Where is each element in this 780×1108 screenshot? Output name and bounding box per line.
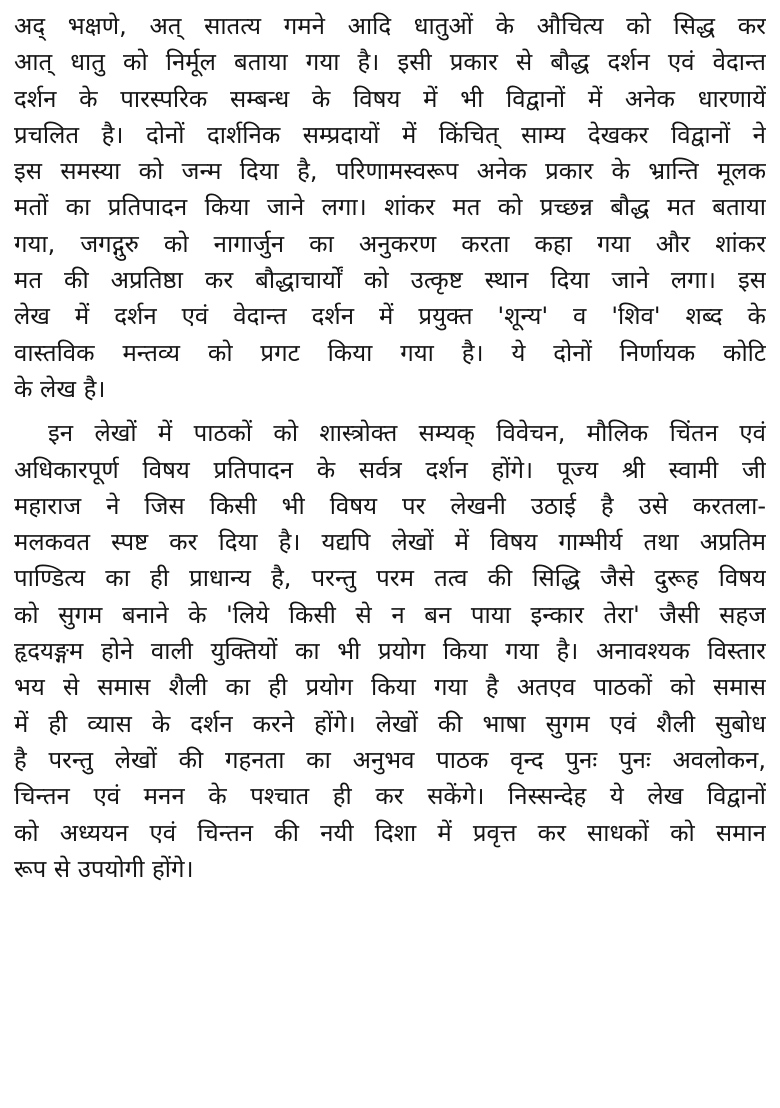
text-line: के लेख है। (14, 374, 106, 403)
text-line: है परन्तु लेखों की गहनता का अनुभव पाठक वृन्द पुनः पुनः अवलोकन, (14, 745, 766, 774)
text-line: भय से समास शैली का ही प्रयोग किया गया है अतएव पाठकों को समास (14, 673, 766, 702)
text-line: वास्तविक मन्तव्य को प्रगट किया गया है। ये दोनों निर्णायक कोटि (14, 338, 766, 367)
text-line: मत की अप्रतिष्ठा कर बौद्धाचार्यों को उत्कृष्ट स्थान दिया जाने लगा। इस (14, 266, 766, 295)
text-line: अधिकारपूर्ण विषय प्रतिपादन के सर्वत्र दर्शन होंगे। पूज्य श्री स्वामी जी (14, 455, 766, 484)
text-line: पाण्डित्य का ही प्राधान्य है, परन्तु परम तत्व की सिद्धि जैसे दुरूह विषय (14, 564, 766, 593)
text-line: चिन्तन एवं मनन के पश्चात ही कर सकेंगे। निस्सन्देह ये लेख विद्वानों (14, 782, 766, 811)
text-line: इन लेखों में पाठकों को शास्त्रोक्त सम्यक् विवेचन, मौलिक चिंतन एवं (48, 419, 766, 448)
text-line: अद् भक्षणे, अत् सातत्य गमने आदि धातुओं के औचित्य को सिद्ध कर (14, 12, 766, 40)
text-line: गया, जगद्गुरु को नागार्जुन का अनुकरण करता कहा गया और शांकर (14, 229, 766, 258)
text-line: हृदयङ्गम होने वाली युक्तियों का भी प्रयोग किया गया है। अनावश्यक विस्तार (14, 637, 766, 666)
text-line: इस समस्या को जन्म दिया है, परिणामस्वरूप अनेक प्रकार के भ्रान्ति मूलक (14, 157, 766, 186)
text-line: मतों का प्रतिपादन किया जाने लगा। शांकर मत को प्रच्छन्न बौद्ध मत बताया (14, 193, 766, 222)
text-line: लेख में दर्शन एवं वेदान्त दर्शन में प्रयुक्त 'शून्य' व 'शिव' शब्द के (14, 302, 766, 331)
paragraph-1 (14, 8, 766, 407)
text-line: मलकवत स्पष्ट कर दिया है। यद्यपि लेखों में विषय गाम्भीर्य तथा अप्रतिम (14, 528, 766, 557)
text-line: प्रचलित है। दोनों दार्शनिक सम्प्रदायों में किंचित् साम्य देखकर विद्वानों ने (14, 120, 766, 149)
text-line: महाराज ने जिस किसी भी विषय पर लेखनी उठाई है उसे करतला- (14, 491, 766, 520)
text-line: में ही व्यास के दर्शन करने होंगे। लेखों की भाषा सुगम एवं शैली सुबोध (14, 709, 766, 738)
text-line: को अध्ययन एवं चिन्तन की नयी दिशा में प्रवृत्त कर साधकों को समान (14, 818, 766, 847)
text-line: को सुगम बनाने के 'लिये किसी से न बन पाया इन्कार तेरा' जैसी सहज (14, 600, 766, 629)
paragraph-2 (14, 415, 766, 887)
text-line: दर्शन के पारस्परिक सम्बन्ध के विषय में भी विद्वानों में अनेक धारणायें (14, 84, 766, 113)
text-line: रूप से उपयोगी होंगे। (14, 854, 194, 883)
text-line: आत् धातु को निर्मूल बताया गया है। इसी प्रकार से बौद्ध दर्शन एवं वेदान्त (14, 48, 766, 77)
